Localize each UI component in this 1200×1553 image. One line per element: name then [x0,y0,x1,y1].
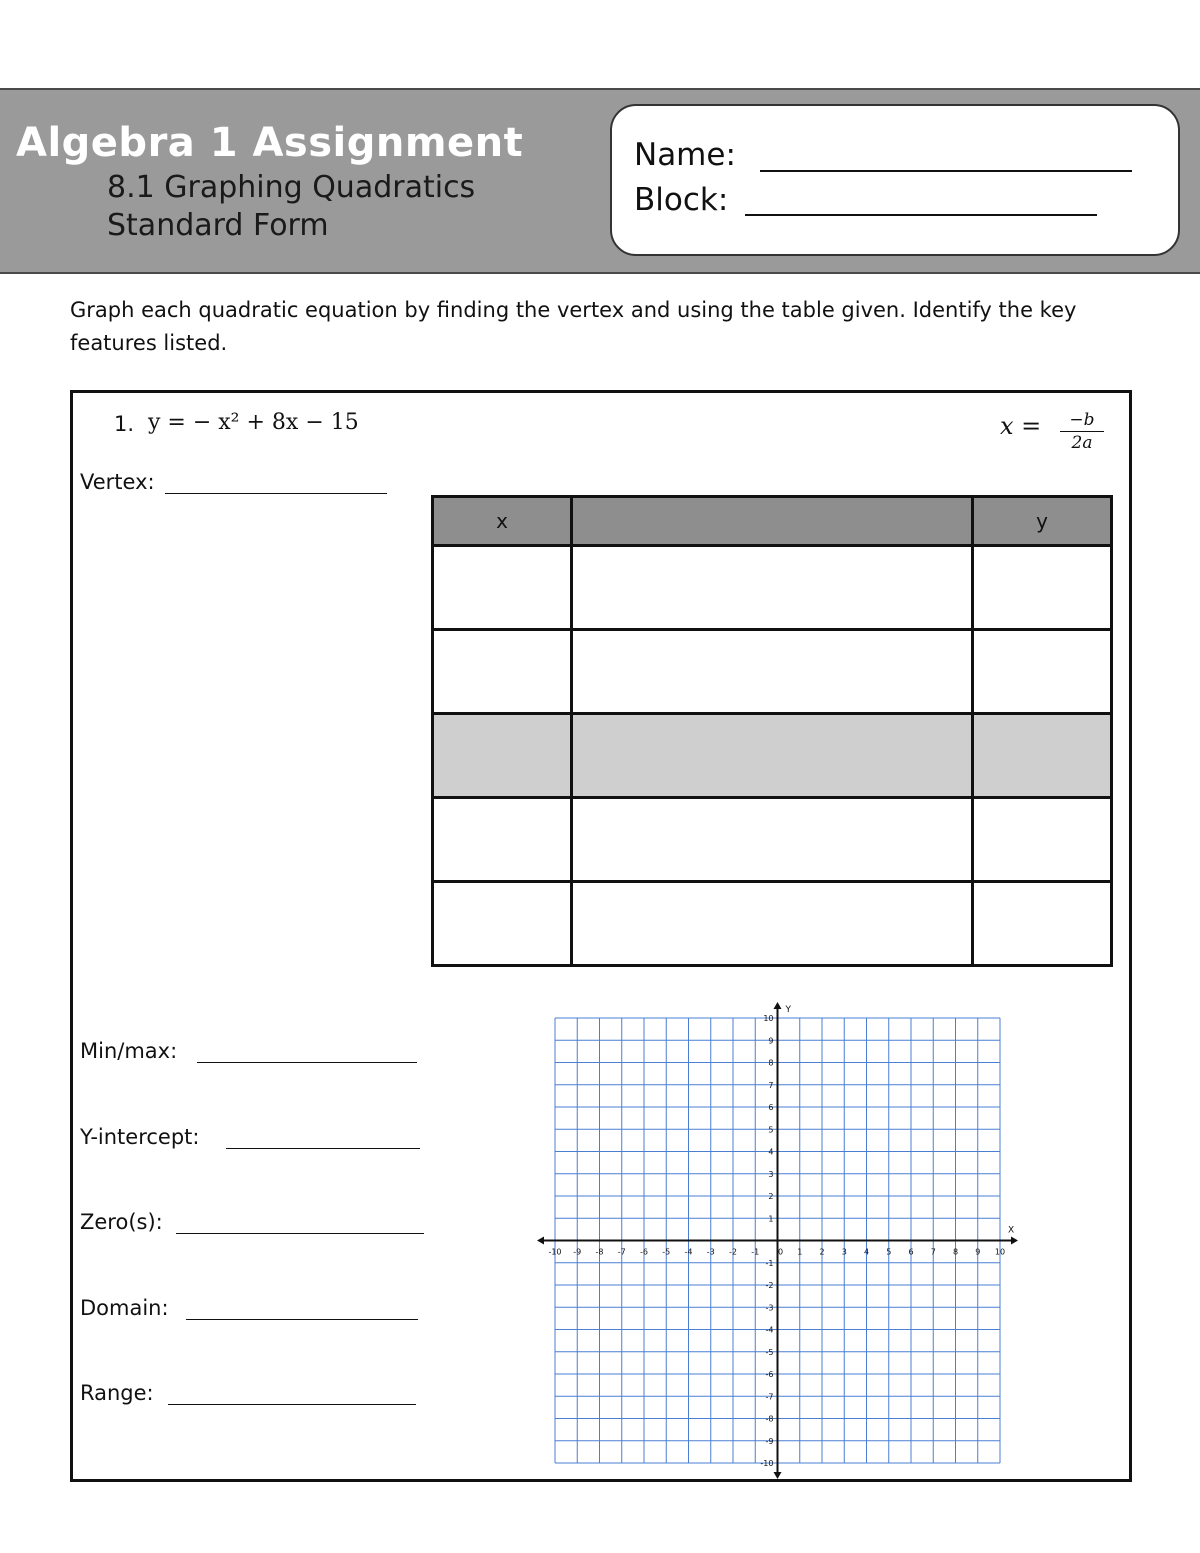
assignment-subtitle-line1: 8.1 Graphing Quadratics [107,170,476,205]
table-cell-x[interactable] [433,546,572,630]
table-cell-x[interactable] [433,714,572,798]
vertex-answer-line[interactable] [165,493,387,494]
table-cell-x[interactable] [433,630,572,714]
y-tick-label: 3 [768,1169,774,1179]
x-tick-label: -7 [617,1247,626,1257]
zeros-label: Zero(s): [80,1210,163,1234]
table-cell-work[interactable] [572,882,973,966]
x-tick-label: -6 [640,1247,648,1257]
x-tick-label: -3 [706,1247,715,1257]
y-tick-label: 10 [763,1014,774,1023]
table-cell-y[interactable] [973,630,1112,714]
x-tick-label: -4 [684,1247,693,1257]
x-axis-label: X [1008,1225,1015,1236]
x-tick-label: 8 [952,1247,959,1257]
range-answer-line[interactable] [168,1404,416,1405]
name-label: Name: [634,137,736,173]
table-cell-x[interactable] [433,798,572,882]
instructions: Graph each quadratic equation by finding the vertex and using the table given. Identify the key features listed. [70,298,1077,355]
range-label: Range: [80,1381,154,1405]
y-tick-label: 8 [768,1058,774,1068]
y-tick-label: -6 [765,1370,774,1379]
vertex-label: Vertex: [80,470,155,494]
y-tick-label: 2 [768,1192,774,1201]
x-tick-label: 9 [975,1247,981,1257]
y-axis-arrow-icon [774,1002,782,1009]
x-tick-label: -1 [751,1247,760,1257]
table-row [433,882,1112,966]
x-tick-label: 10 [994,1247,1006,1257]
x-tick-label: -2 [729,1247,737,1257]
table-cell-work[interactable] [572,630,973,714]
y-tick-label: 7 [768,1080,774,1090]
y-tick-label: 6 [768,1103,774,1112]
name-block-box [610,104,1180,256]
table-row [433,546,1112,630]
table-header-x: x [433,497,572,546]
vertex-formula-fraction [1060,410,1104,453]
minmax-label: Min/max: [80,1039,178,1063]
table-header-work [572,497,973,546]
table-row [433,798,1112,882]
xy-table [431,495,1113,967]
table-row-vertex [433,714,1112,798]
y-tick-label: -4 [765,1325,774,1335]
x-tick-label: -8 [595,1247,604,1257]
domain-answer-line[interactable] [186,1319,418,1320]
assignment-subtitle-line2: Standard Form [107,208,329,243]
table-cell-y[interactable] [973,714,1112,798]
vertex-formula-denominator: 2a [1071,433,1093,453]
table-cell-y[interactable] [973,798,1112,882]
minmax-answer-line[interactable] [197,1062,417,1063]
name-field-line[interactable] [760,170,1132,172]
block-label: Block: [634,182,729,218]
x-axis-arrow-left-icon [537,1237,544,1245]
x-tick-label: 2 [819,1247,825,1257]
table-cell-y[interactable] [973,882,1112,966]
y-tick-label: 4 [768,1147,774,1157]
y-tick-label: -7 [765,1392,774,1402]
block-field-line[interactable] [745,214,1097,216]
x-tick-label: 3 [841,1247,847,1257]
yintercept-answer-line[interactable] [226,1148,420,1149]
table-row [433,630,1112,714]
x-tick-label: -9 [573,1247,582,1257]
x-tick-label: 6 [908,1247,914,1257]
yintercept-label: Y-intercept: [80,1125,200,1149]
y-tick-label: -1 [765,1258,774,1268]
table-cell-work[interactable] [572,714,973,798]
x-tick-label: -10 [548,1247,562,1257]
domain-label: Domain: [80,1296,169,1320]
zeros-answer-line[interactable] [176,1233,424,1234]
table-cell-x[interactable] [433,882,572,966]
y-tick-label: -8 [765,1414,774,1424]
x-tick-label: 0 [777,1247,784,1257]
x-axis-arrow-icon [1011,1237,1018,1245]
x-tick-label: 1 [797,1247,803,1257]
table-cell-work[interactable] [572,546,973,630]
y-tick-label: -3 [765,1303,774,1313]
table-header-y: y [973,497,1112,546]
vertex-formula-lhs: x = [1000,412,1042,440]
y-tick-label: 5 [768,1125,774,1135]
y-tick-label: -10 [760,1459,774,1468]
y-tick-label: -5 [765,1347,774,1357]
y-tick-label: 9 [768,1036,774,1046]
problem-number: 1. [114,412,135,436]
vertex-formula-numerator: −b [1060,410,1104,432]
x-tick-label: 4 [863,1247,870,1257]
x-tick-label: -5 [662,1247,671,1257]
x-tick-label: 7 [930,1247,936,1257]
y-tick-label: -9 [765,1436,774,1446]
table-cell-y[interactable] [973,546,1112,630]
x-tick-label: 5 [886,1247,892,1257]
y-tick-label: 1 [768,1214,774,1224]
coordinate-grid[interactable] [535,1000,1025,1480]
y-tick-label: -2 [765,1281,774,1290]
y-axis-label: Y [785,1005,791,1015]
y-axis-arrow-down-icon [774,1472,782,1479]
assignment-title: Algebra 1 Assignment [16,120,524,166]
table-cell-work[interactable] [572,798,973,882]
problem-equation: y = − x² + 8x − 15 [148,410,359,435]
